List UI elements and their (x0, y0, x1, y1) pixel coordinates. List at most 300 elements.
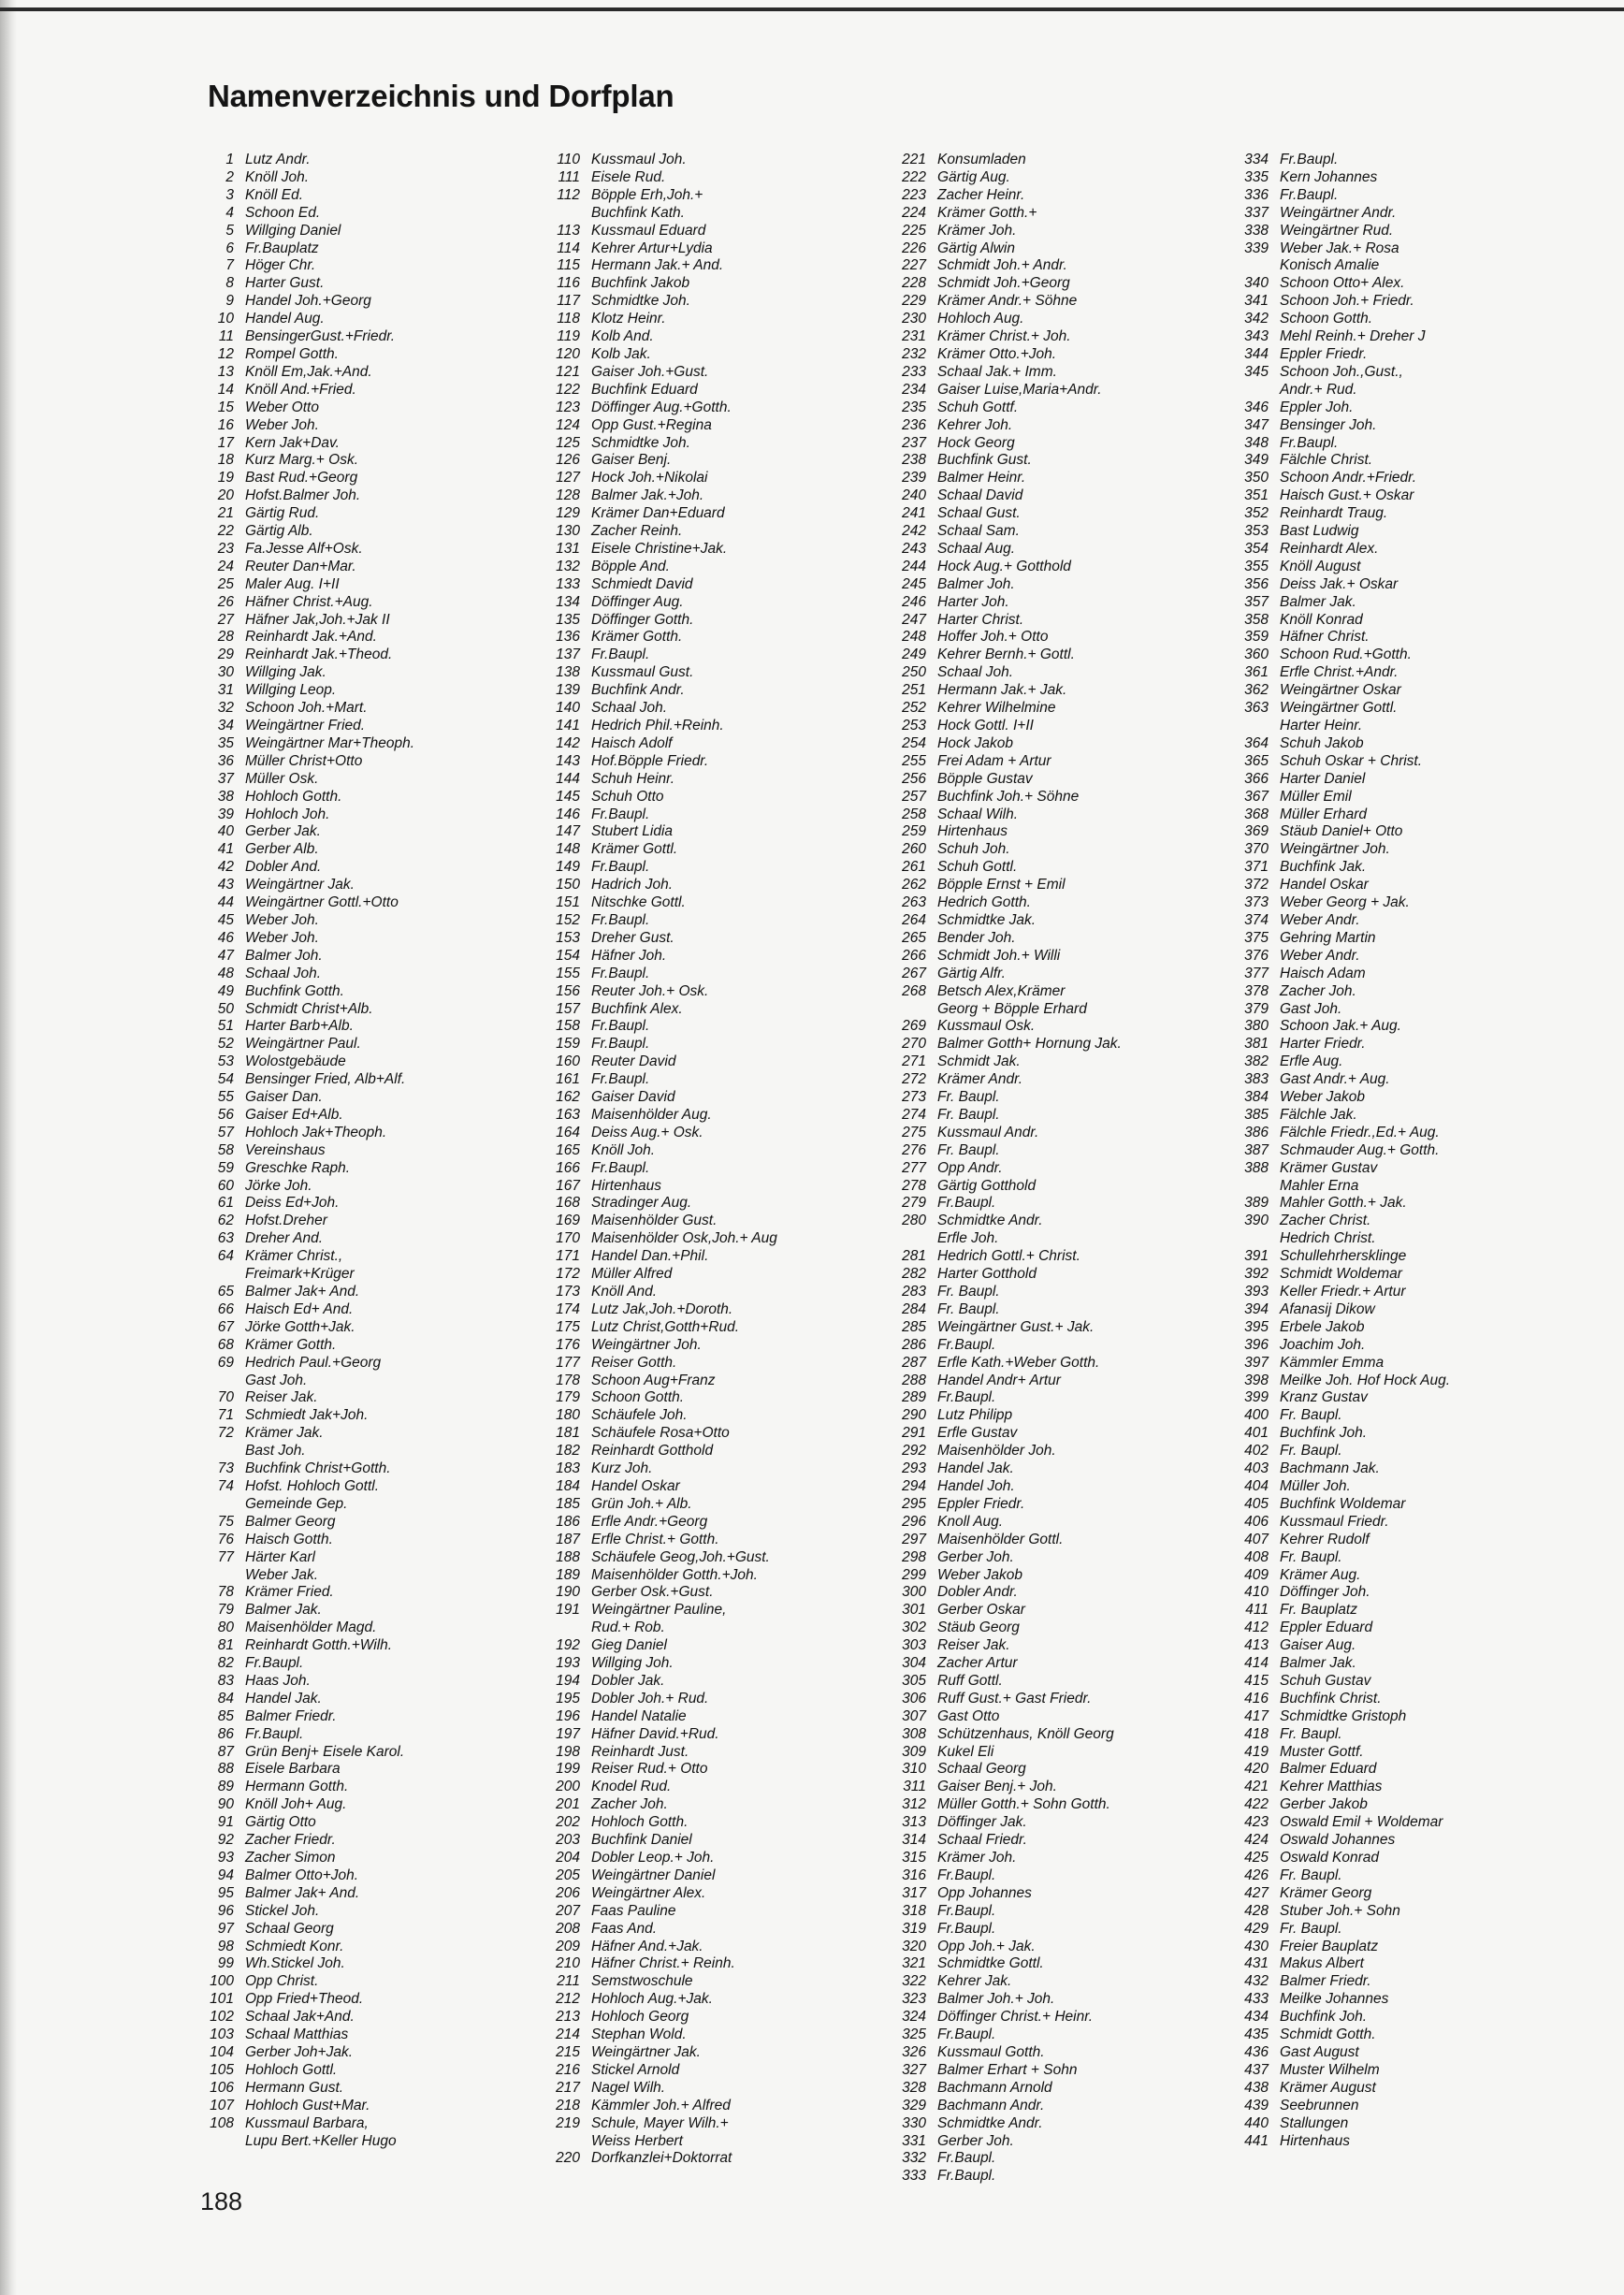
entry-number: 151 (556, 894, 580, 911)
entry-number: 430 (1244, 1938, 1269, 1954)
entry-name: Maler Aug. I+II (245, 575, 340, 592)
entry-number: 174 (556, 1300, 580, 1317)
entry-name: Fr.Baupl. (937, 2150, 996, 2167)
entry-name: Fr.Baupl. (591, 859, 650, 876)
entry-number: 219 (556, 2114, 580, 2131)
entry-name: Kern Jak+Dav. (245, 434, 340, 451)
index-entry (196, 240, 505, 258)
entry-number: 119 (557, 328, 580, 345)
entry-number: 131 (556, 540, 580, 557)
index-entry (196, 1991, 505, 2009)
index-entry (1231, 1319, 1540, 1337)
entry-name: Weingärtner Paul. (245, 1036, 361, 1053)
index-entry (196, 823, 505, 841)
entry-number: 136 (556, 629, 580, 646)
entry-number: 420 (1244, 1761, 1269, 1778)
entry-number: 141 (556, 718, 580, 734)
entry-name: Ruff Gust.+ Gast Friedr. (937, 1690, 1092, 1707)
index-entry (543, 1195, 851, 1213)
index-entry (1231, 1107, 1540, 1125)
index-entry (543, 1018, 851, 1036)
index-entry (889, 718, 1197, 735)
entry-name: Fr.Baupl. (1280, 152, 1339, 167)
entry-number: 96 (217, 1902, 234, 1919)
index-entry (543, 205, 851, 223)
entry-number: 393 (1244, 1284, 1269, 1300)
entry-number: 400 (1244, 1407, 1269, 1424)
entry-name: Reiser Rud.+ Otto (591, 1761, 708, 1778)
entry-name: Schmiedt David (591, 575, 693, 592)
index-entry (889, 912, 1197, 930)
entry-number: 339 (1244, 240, 1269, 256)
entry-name: Balmer Joh.+ Joh. (937, 1991, 1055, 2008)
index-entry (543, 541, 851, 559)
index-entry (543, 894, 851, 912)
index-entry (543, 1178, 851, 1196)
entry-number: 115 (557, 257, 580, 274)
index-entry (889, 700, 1197, 718)
index-entry (543, 966, 851, 983)
entry-name: Krämer Andr. (937, 1071, 1023, 1088)
entry-name: Schaal Sam. (937, 523, 1020, 540)
index-entry (889, 948, 1197, 966)
entry-number: 439 (1244, 2097, 1269, 2113)
entry-name: Balmer Friedr. (1280, 1973, 1371, 1990)
index-entry (196, 417, 505, 435)
entry-number: 352 (1244, 505, 1269, 522)
index-entry (543, 594, 851, 612)
entry-number: 406 (1244, 1513, 1269, 1530)
entry-number: 345 (1244, 363, 1269, 380)
entry-name: Schaal Jak.+ Imm. (937, 363, 1057, 380)
entry-name: Semstwoschule (591, 1973, 693, 1990)
index-entry (889, 735, 1197, 753)
entry-name: Haisch Adolf (591, 734, 673, 751)
index-entry (196, 1939, 505, 1956)
entry-number: 163 (556, 1106, 580, 1123)
entry-number: 369 (1244, 823, 1269, 840)
index-entry (196, 205, 505, 223)
entry-number: 365 (1244, 752, 1269, 769)
entry-name: Opp Gust.+Regina (591, 416, 712, 433)
entry-number: 273 (902, 1089, 926, 1106)
index-entry (1231, 1178, 1540, 1196)
index-entry (1231, 275, 1540, 293)
entry-name: Knöll Konrad (1280, 611, 1363, 628)
index-entry (196, 930, 505, 948)
index-entry (889, 382, 1197, 399)
index-entry (1231, 470, 1540, 487)
entry-number: 7 (225, 257, 234, 274)
entry-name: Balmer Eduard (1280, 1761, 1377, 1778)
index-entry (196, 1284, 505, 1301)
entry-number: 384 (1244, 1089, 1269, 1106)
entry-number: 394 (1244, 1300, 1269, 1317)
index-entry (889, 1266, 1197, 1284)
entry-name: Hofst.Dreher (245, 1213, 327, 1229)
index-entry (196, 293, 505, 311)
entry-name: Fr.Baupl. (591, 646, 650, 663)
entry-name: Rud.+ Rob. (591, 1620, 665, 1636)
entry-name: Döffinger Gotth. (591, 611, 694, 628)
entry-number: 248 (902, 629, 926, 646)
index-entry (196, 1850, 505, 1867)
index-entry (1231, 1230, 1540, 1248)
entry-number: 95 (217, 1884, 234, 1901)
index-entry (196, 718, 505, 735)
entry-name: Buchfink Christ+Gotth. (245, 1460, 391, 1477)
index-entry (543, 1779, 851, 1796)
index-entry (1231, 1620, 1540, 1637)
entry-number: 104 (210, 2043, 234, 2060)
entry-name: Erfle Christ.+Andr. (1280, 664, 1399, 681)
entry-number: 176 (556, 1336, 580, 1353)
index-entry (889, 1089, 1197, 1107)
entry-number: 271 (902, 1053, 926, 1070)
index-entry (1231, 1337, 1540, 1355)
index-entry (543, 664, 851, 682)
entry-name: Gaiser Aug. (1280, 1637, 1356, 1654)
entry-number: 279 (902, 1195, 926, 1212)
entry-number: 373 (1244, 894, 1269, 911)
index-entry (889, 1319, 1197, 1337)
entry-name: Schäufele Rosa+Otto (591, 1425, 730, 1442)
index-entry (889, 1018, 1197, 1036)
entry-number: 344 (1244, 345, 1269, 362)
index-entry (196, 1620, 505, 1637)
entry-name: Handel Oskar (1280, 877, 1369, 893)
entry-number: 438 (1244, 2079, 1269, 2096)
entry-name: Kehrer Bernh.+ Gottl. (937, 646, 1075, 663)
entry-name: Erfle Aug. (1280, 1053, 1343, 1070)
entry-number: 135 (556, 611, 580, 628)
entry-number: 39 (217, 806, 234, 822)
entry-name: Weingärtner Pauline, (591, 1602, 727, 1619)
entry-name: Krämer Joh. (937, 1850, 1017, 1866)
entry-number: 194 (556, 1672, 580, 1689)
entry-number: 333 (902, 2168, 926, 2185)
entry-name: Müller Alfred (591, 1266, 673, 1283)
index-entry (889, 2098, 1197, 2115)
entry-number: 270 (902, 1036, 926, 1053)
entry-number: 232 (902, 345, 926, 362)
entry-name: Gärtig Alfr. (937, 965, 1006, 981)
index-entry (196, 487, 505, 505)
entry-number: 143 (556, 752, 580, 769)
entry-name: Fr. Baupl. (1280, 1548, 1342, 1565)
index-entry (1231, 328, 1540, 346)
entry-name: Andr.+ Rud. (1280, 381, 1357, 398)
index-entry (1231, 700, 1540, 718)
entry-number: 27 (217, 611, 234, 628)
entry-name: Fr.Baupl. (1280, 434, 1339, 451)
entry-number: 102 (210, 2009, 234, 2026)
entry-name: Harter Daniel (1280, 770, 1366, 787)
entry-name: Fr.Baupl. (937, 1867, 996, 1883)
index-entry (1231, 452, 1540, 470)
entry-number: 233 (902, 363, 926, 380)
entry-number: 372 (1244, 877, 1269, 893)
index-entry (1231, 841, 1540, 859)
entry-number: 249 (902, 646, 926, 663)
entry-number: 361 (1244, 664, 1269, 681)
index-entry (1231, 1903, 1540, 1921)
entry-name: Konsumladen (937, 152, 1026, 167)
index-entry (1231, 1850, 1540, 1867)
entry-name: Schoon Ed. (245, 204, 321, 221)
entry-name: Grün Joh.+ Alb. (591, 1495, 692, 1512)
index-entry (196, 1213, 505, 1230)
entry-name: Vereinshaus (245, 1141, 326, 1158)
entry-name: Harter Christ. (937, 611, 1024, 628)
entry-number: 397 (1244, 1354, 1269, 1371)
entry-number: 126 (556, 452, 580, 469)
index-entry (543, 646, 851, 664)
entry-number: 284 (902, 1300, 926, 1317)
entry-name: Schmidtke Andr. (937, 1213, 1043, 1229)
entry-name: Balmer Friedr. (245, 1707, 337, 1724)
entry-name: Schmidt Woldemar (1280, 1266, 1402, 1283)
index-entry (889, 806, 1197, 824)
index-entry (196, 1514, 505, 1532)
index-entry (889, 1496, 1197, 1514)
index-entry (543, 417, 851, 435)
entry-number: 331 (902, 2132, 926, 2149)
index-entry (196, 1655, 505, 1673)
entry-number: 145 (556, 788, 580, 805)
index-entry (543, 1744, 851, 1762)
entry-name: Häfner Joh. (591, 947, 667, 964)
entry-name: Buchfink Joh. (1280, 2009, 1368, 2026)
index-entry (196, 1496, 505, 1514)
entry-name: Kehrer Joh. (937, 416, 1013, 433)
entry-number: 182 (556, 1443, 580, 1460)
index-entry (196, 1973, 505, 1991)
index-entry (196, 1761, 505, 1779)
entry-number: 225 (902, 222, 926, 239)
entry-number: 9 (225, 293, 234, 310)
index-column-2 (543, 152, 851, 2168)
index-entry (543, 1885, 851, 1903)
index-entry (196, 523, 505, 541)
index-entry (889, 1549, 1197, 1567)
index-entry (543, 2009, 851, 2026)
entry-name: Döffinger Aug. (591, 593, 684, 610)
index-entry (1231, 1355, 1540, 1373)
entry-name: Buchfink Joh.+ Söhne (937, 788, 1080, 805)
entry-name: Lutz Jak,Joh.+Doroth. (591, 1300, 733, 1317)
entry-number: 405 (1244, 1495, 1269, 1512)
index-entry (1231, 1301, 1540, 1319)
entry-name: Krämer Aug. (1280, 1566, 1361, 1583)
entry-name: Stradinger Aug. (591, 1195, 692, 1212)
entry-name: Gärtig Otto (245, 1814, 316, 1831)
entry-name: Stuber Joh.+ Sohn (1280, 1902, 1400, 1919)
entry-name: Buchfink Alex. (591, 1000, 683, 1017)
entry-number: 407 (1244, 1531, 1269, 1547)
index-entry (889, 1460, 1197, 1478)
entry-number: 412 (1244, 1620, 1269, 1636)
entry-name: Hermann Gust. (245, 2079, 344, 2096)
entry-name: Balmer Jak+ And. (245, 1884, 360, 1901)
index-entry (1231, 1514, 1540, 1532)
entry-number: 157 (556, 1000, 580, 1017)
entry-number: 371 (1244, 859, 1269, 876)
index-entry (1231, 930, 1540, 948)
entry-number: 237 (902, 434, 926, 451)
entry-name: Kussmaul Andr. (937, 1124, 1039, 1140)
entry-name: Reuter Joh.+ Osk. (591, 982, 709, 999)
entry-name: Schoon Andr.+Friedr. (1280, 470, 1417, 487)
entry-number: 437 (1244, 2061, 1269, 2078)
entry-number: 316 (902, 1867, 926, 1883)
index-entry (543, 841, 851, 859)
entry-name: Balmer Joh. (245, 947, 323, 964)
entry-number: 399 (1244, 1389, 1269, 1406)
entry-name: Stickel Joh. (245, 1902, 320, 1919)
entry-number: 31 (217, 682, 234, 699)
entry-name: Hofst. Hohloch Gottl. (245, 1477, 380, 1494)
index-entry (889, 205, 1197, 223)
entry-number: 83 (217, 1672, 234, 1689)
index-entry (196, 1691, 505, 1708)
index-entry (196, 452, 505, 470)
entry-name: Mahler Gotth.+ Jak. (1280, 1195, 1407, 1212)
entry-number: 433 (1244, 1991, 1269, 2008)
entry-name: Buchfink Kath. (591, 204, 685, 221)
index-entry (196, 1726, 505, 1744)
entry-number: 58 (217, 1141, 234, 1158)
index-entry (1231, 1443, 1540, 1460)
entry-name: Gerber Osk.+Gust. (591, 1584, 714, 1601)
entry-name: Härter Karl (245, 1548, 315, 1565)
index-entry (543, 452, 851, 470)
entry-name: Haisch Ed+ And. (245, 1300, 354, 1317)
entry-number: 224 (902, 204, 926, 221)
index-entry (1231, 1726, 1540, 1744)
index-entry (543, 1301, 851, 1319)
index-entry (543, 1637, 851, 1655)
index-entry (543, 2044, 851, 2062)
entry-name: Bachmann Arnold (937, 2079, 1052, 2096)
entry-name: Eppler Eduard (1280, 1620, 1373, 1636)
index-entry (1231, 1160, 1540, 1178)
index-entry (1231, 1973, 1540, 1991)
entry-number: 74 (217, 1477, 234, 1494)
index-entry (196, 771, 505, 789)
entry-number: 395 (1244, 1318, 1269, 1335)
index-entry (196, 1001, 505, 1019)
entry-number: 203 (556, 1832, 580, 1849)
entry-number: 118 (557, 311, 580, 327)
entry-number: 197 (556, 1725, 580, 1742)
entry-number: 376 (1244, 947, 1269, 964)
index-entry (889, 966, 1197, 983)
index-entry (543, 859, 851, 877)
entry-number: 110 (557, 152, 580, 167)
entry-name: Reinhardt Jak.+Theod. (245, 646, 393, 663)
index-entry (196, 311, 505, 328)
index-entry (889, 559, 1197, 576)
entry-name: Zacher Artur (937, 1655, 1018, 1672)
entry-number: 186 (556, 1513, 580, 1530)
entry-number: 209 (556, 1938, 580, 1954)
index-entry (543, 1407, 851, 1425)
entry-name: Schmiedt Jak+Joh. (245, 1407, 369, 1424)
entry-name: Gaiser David (591, 1089, 675, 1106)
entry-name: Krämer August (1280, 2079, 1376, 2096)
index-entry (543, 753, 851, 771)
entry-number: 429 (1244, 1920, 1269, 1937)
entry-number: 350 (1244, 470, 1269, 487)
entry-number: 188 (556, 1548, 580, 1565)
entry-name: Kussmaul Barbara, (245, 2114, 369, 2131)
entry-name: Schmauder Aug.+ Gotth. (1280, 1141, 1440, 1158)
entry-name: Kussmaul Gust. (591, 664, 694, 681)
index-entry (543, 2080, 851, 2098)
entry-name: Hohloch Georg (591, 2009, 689, 2026)
entry-name: Gast Andr.+ Aug. (1280, 1071, 1390, 1088)
entry-name: Schoon Rud.+Gotth. (1280, 646, 1412, 663)
index-entry (1231, 1549, 1540, 1567)
entry-name: Gerber Joh+Jak. (245, 2043, 354, 2060)
index-entry (543, 629, 851, 646)
entry-name: Schaal Georg (245, 1920, 334, 1937)
entry-name: Schaal Gust. (937, 505, 1021, 522)
entry-number: 374 (1244, 911, 1269, 928)
entry-name: Hofst.Balmer Joh. (245, 487, 361, 504)
index-entry (196, 2044, 505, 2062)
index-entry (196, 1071, 505, 1089)
entry-name: Schäufele Geog,Joh.+Gust. (591, 1548, 770, 1565)
entry-number: 353 (1244, 523, 1269, 540)
entry-number: 91 (217, 1814, 234, 1831)
entry-name: Schuh Gustav (1280, 1672, 1371, 1689)
entry-name: Greschke Raph. (245, 1159, 350, 1176)
index-entry (1231, 1867, 1540, 1885)
entry-name: Grün Benj+ Eisele Karol. (245, 1743, 405, 1760)
entry-name: Schoon Gotth. (591, 1389, 685, 1406)
index-entry (196, 1337, 505, 1355)
entry-number: 246 (902, 593, 926, 610)
index-entry (543, 1921, 851, 1939)
entry-name: Gärtig Rud. (245, 505, 320, 522)
index-entry (889, 664, 1197, 682)
index-entry (543, 1248, 851, 1266)
entry-number: 121 (556, 363, 580, 380)
entry-number: 269 (902, 1018, 926, 1035)
entry-name: Knöll And. (591, 1284, 658, 1300)
entry-name: Stubert Lidia (591, 823, 674, 840)
entry-number: 34 (217, 718, 234, 734)
index-entry (1231, 523, 1540, 541)
entry-number: 152 (556, 911, 580, 928)
entry-number: 97 (217, 1920, 234, 1937)
index-entry (543, 1584, 851, 1602)
index-entry (889, 328, 1197, 346)
entry-name: Eppler Friedr. (937, 1495, 1025, 1512)
entry-number: 297 (902, 1531, 926, 1547)
index-entry (543, 1125, 851, 1142)
entry-name: Gaiser Benj.+ Joh. (937, 1779, 1057, 1795)
index-entry (543, 1814, 851, 1832)
entry-name: Schmidtke Jak. (937, 911, 1037, 928)
index-entry (196, 612, 505, 630)
entry-name: Gaiser Dan. (245, 1089, 323, 1106)
entry-name: Kussmaul Gotth. (937, 2043, 1045, 2060)
index-entry (889, 1850, 1197, 1867)
index-entry (543, 1053, 851, 1071)
